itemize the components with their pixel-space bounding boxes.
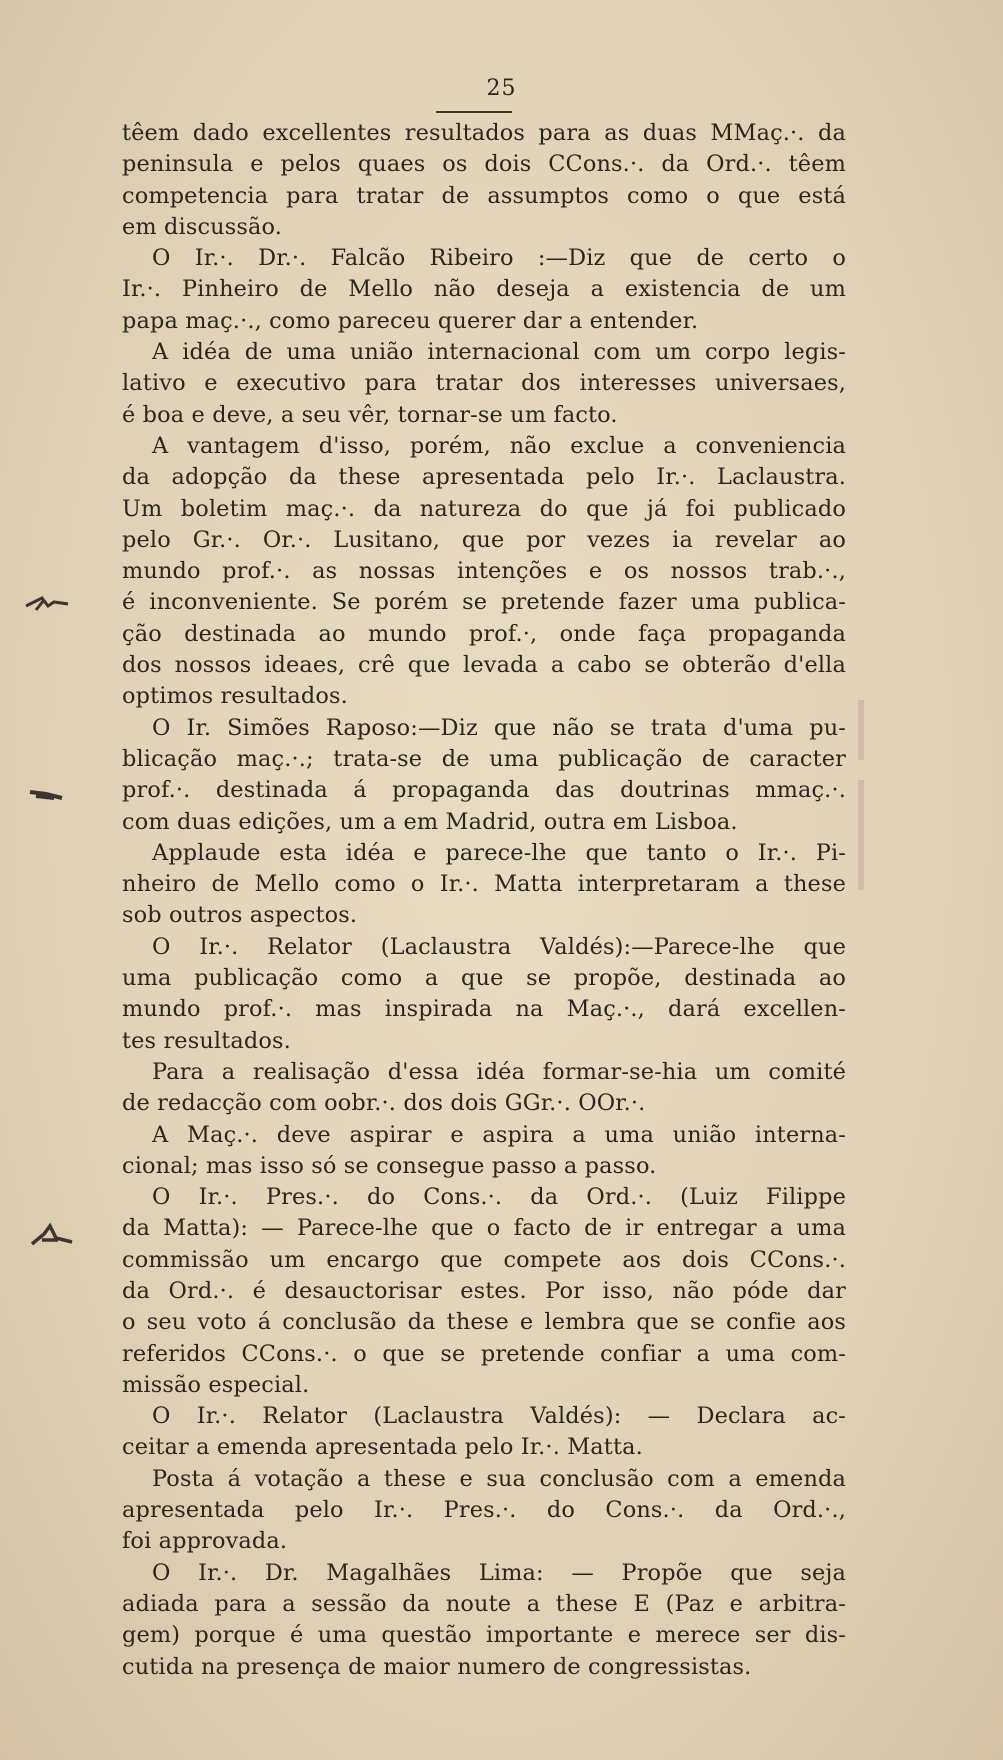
text-line: A vantagem d'isso, porém, não exclue a conveniencia [152,432,846,459]
edge-stain [858,700,864,760]
text-line: cutida na presença de maior numero de congressistas. [122,1653,752,1680]
text-line: Para a realisação d'essa idéa formar-se-hia um comité [152,1058,846,1085]
text-line: da Matta): — Parece-lhe que o facto de ir entregar a uma [122,1215,846,1242]
text-line: O Ir.·. Dr. Magalhães Lima: — Propõe que seja [152,1559,846,1586]
text-line: tes resultados. [122,1027,291,1054]
text-line: adiada para a sessão da noute a these E (Paz e arbitra- [122,1590,846,1617]
text-line: dos nossos ideaes, crê que levada a cabo se obterão d'ella [122,652,846,679]
text-line: cional; mas isso só se consegue passo a passo. [122,1152,657,1179]
text-line: referidos CCons.·. o que se pretende confiar a uma com- [122,1340,846,1367]
text-line: papa maç.·., como pareceu querer dar a entender. [122,307,699,334]
text-line: lativo e executivo para tratar dos interesses universaes, [122,370,846,397]
text-line: prof.·. destinada á propaganda das doutrinas mmaç.·. [122,777,846,804]
text-line: é boa e deve, a seu vêr, tornar-se um facto. [122,401,618,428]
text-line: Posta á votação a these e sua conclusão com a emenda [152,1465,846,1492]
text-line: gem) porque é uma questão importante e merece ser dis- [122,1622,846,1649]
text-line: nheiro de Mello como o Ir.·. Matta interpretaram a these [122,871,846,898]
edge-stain [858,780,864,890]
text-line: blicação maç.·.; trata-se de uma publicação de caracter [122,745,846,772]
text-line: commissão um encargo que compete aos dois CCons.·. [122,1246,846,1273]
text-line: A idéa de uma união internacional com um corpo legis- [152,339,846,366]
text-line: Applaude esta idéa e parece-lhe que tanto o Ir.·. Pi- [152,839,846,866]
text-line: uma publicação como a que se propõe, destinada ao [122,965,846,992]
text-line: O Ir.·. Relator (Laclaustra Valdés): — Declara ac- [152,1403,846,1430]
text-line: da adopção da these apresentada pelo Ir.·. Laclaustra. [122,464,846,491]
text-line: Ir.·. Pinheiro de Mello não deseja a existencia de um [122,276,846,303]
text-line: têem dado excellentes resultados para as duas MMaç.·. da [122,120,846,146]
text-line: mundo prof.·. mas inspirada na Maç.·., dará excellen- [122,996,846,1023]
text-line: pelo Gr.·. Or.·. Lusitano, que por vezes ia revelar ao [122,526,846,553]
page-number: 25 [486,76,517,101]
text-line: peninsula e pelos quaes os dois CCons.·. da Ord.·. têem [122,151,846,178]
text-line: foi approvada. [122,1528,288,1555]
text-line: apresentada pelo Ir.·. Pres.·. do Cons.·. da Ord.·., [122,1497,846,1524]
text-line: em discussão. [122,213,283,240]
text-line: competencia para tratar de assumptos como o que está [122,182,846,209]
text-line: ção destinada ao mundo prof.·, onde faça propaganda [122,620,846,647]
text-line: com duas edições, um a em Madrid, outra em Lisboa. [122,808,738,835]
text-line: O Ir.·. Dr.·. Falcão Ribeiro :—Diz que de certo o [152,245,846,272]
text-line: é inconveniente. Se porém se pretende fazer uma publica- [122,589,846,616]
text-line: A Maç.·. deve aspirar e aspira a uma união interna- [152,1121,846,1148]
text-line: O Ir.·. Pres.·. do Cons.·. da Ord.·. (Luiz Filippe [152,1184,846,1211]
margin-ink-mark-icon [26,784,66,800]
header-rule [436,111,512,113]
margin-ink-mark-icon [28,1222,68,1238]
body-text [122,118,846,1683]
text-line: mundo prof.·. as nossas intenções e os nossos trab.·., [122,558,846,585]
text-line: optimos resultados. [122,683,348,710]
text-line: O Ir.·. Relator (Laclaustra Valdés):—Parece-lhe que [152,933,846,960]
text-line: de redacção com oobr.·. dos dois GGr.·. OOr.·. [122,1090,646,1117]
text-line: sob outros aspectos. [122,902,358,929]
text-line: o seu voto á conclusão da these e lembra que se confie aos [122,1309,846,1336]
margin-ink-mark-icon [24,592,64,608]
text-line: da Ord.·. é desauctorisar estes. Por isso, não póde dar [122,1277,846,1304]
text-line: O Ir. Simões Raposo:—Diz que não se trata d'uma pu- [152,714,846,741]
text-line: ceitar a emenda apresentada pelo Ir.·. Matta. [122,1434,643,1461]
text-line: missão especial. [122,1371,310,1398]
text-line: Um boletim maç.·. da natureza do que já foi publicado [122,495,846,522]
